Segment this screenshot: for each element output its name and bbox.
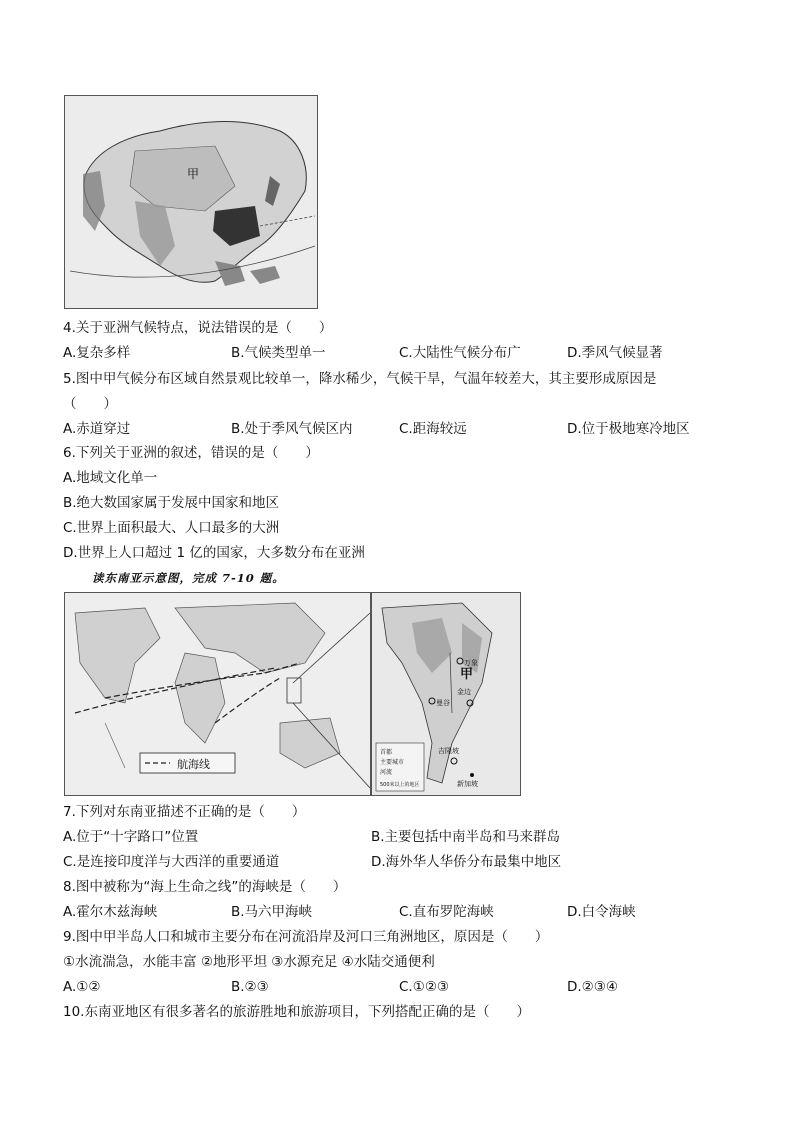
q7-option-b[interactable]: B.主要包括中南半岛和马来群岛 (371, 829, 561, 845)
inset-label-jia: 甲 (460, 667, 474, 682)
q6-option-d[interactable]: D.世界上人口超过 1 亿的国家，大多数分布在亚洲 (63, 545, 365, 561)
inset-legend-river: 河流 (380, 769, 393, 776)
q6-stem: 6.下列关于亚洲的叙述，错误的是（ ） (63, 445, 319, 461)
q5-option-d[interactable]: D.位于极地寒冷地区 (567, 421, 690, 437)
q7-option-c[interactable]: C.是连接印度洋与大西洋的重要通道 (63, 854, 280, 870)
place-phnom-penh: 金边 (457, 688, 471, 696)
q4-option-c[interactable]: C.大陆性气候分布广 (399, 345, 521, 361)
q6-option-a[interactable]: A.地域文化单一 (63, 470, 158, 486)
q4-option-b[interactable]: B.气候类型单一 (231, 345, 326, 361)
q7-option-a[interactable]: A.位于“十字路口”位置 (63, 829, 199, 845)
inset-legend-highland: 500米以上的地区 (380, 782, 420, 788)
q9-option-d[interactable]: D.②③④ (567, 979, 618, 995)
inset-map-drawing (372, 593, 520, 795)
q8-option-b[interactable]: B.马六甲海峡 (231, 904, 313, 920)
shipping-route-map (64, 592, 371, 796)
q4-option-a[interactable]: A.复杂多样 (63, 345, 131, 361)
q7-option-d[interactable]: D.海外华人华侨分布最集中地区 (371, 854, 562, 870)
place-singapore: 新加坡 (457, 780, 478, 788)
q5-option-b[interactable]: B.处于季风气候区内 (231, 421, 353, 437)
inset-legend-city: 主要城市 (380, 759, 405, 766)
q9-stem: 9.图中甲半岛人口和城市主要分布在河流沿岸及河口三角洲地区，原因是（ ） (63, 929, 549, 945)
q4-stem: 4.关于亚洲气候特点，说法错误的是（ ） (63, 320, 333, 336)
q6-option-b[interactable]: B.绝大数国家属于发展中国家和地区 (63, 495, 280, 511)
q6-option-c[interactable]: C.世界上面积最大、人口最多的大洲 (63, 520, 280, 536)
southeast-asia-inset-map (371, 592, 521, 796)
q4-option-d[interactable]: D.季风气候显著 (567, 345, 663, 361)
q8-option-a[interactable]: A.霍尔木兹海峡 (63, 904, 158, 920)
figure-caption: 读东南亚示意图，完成 7-10 题。 (92, 571, 285, 585)
q8-option-c[interactable]: C.直布罗陀海峡 (399, 904, 494, 920)
inset-legend-capital: 首都 (380, 749, 393, 756)
q7-stem: 7.下列对东南亚描述不正确的是（ ） (63, 804, 306, 820)
q8-stem: 8.图中被称为“海上生命之线”的海峡是（ ） (63, 879, 347, 895)
q5-option-a[interactable]: A.赤道穿过 (63, 421, 131, 437)
q5-stem-bracket: （ ） (63, 396, 117, 412)
map-label-jia: 甲 (187, 167, 200, 181)
world-route-drawing (65, 593, 370, 795)
asia-map-drawing (65, 96, 317, 308)
q10-stem: 10.东南亚地区有很多著名的旅游胜地和旅游项目，下列搭配正确的是（ ） (63, 1004, 530, 1020)
q8-option-d[interactable]: D.白令海峡 (567, 904, 636, 920)
route-legend-label: 航海线 (177, 758, 210, 771)
q9-option-c[interactable]: C.①②③ (399, 979, 450, 995)
q9-option-b[interactable]: B.②③ (231, 979, 269, 995)
place-bangkok: 曼谷 (436, 699, 450, 707)
place-vientiane: 万象 (464, 659, 478, 667)
q9-choices: ①水流湍急，水能丰富 ②地形平坦 ③水源充足 ④水陆交通便利 (63, 954, 435, 970)
q9-option-a[interactable]: A.①② (63, 979, 101, 995)
q5-option-c[interactable]: C.距海较远 (399, 421, 467, 437)
place-kuala-lumpur: 吉隆坡 (438, 747, 459, 755)
asia-climate-map (64, 95, 318, 309)
q5-stem: 5.图中甲气候分布区域自然景观比较单一，降水稀少，气候干旱，气温年较差大，其主要形成原因是 (63, 371, 657, 387)
